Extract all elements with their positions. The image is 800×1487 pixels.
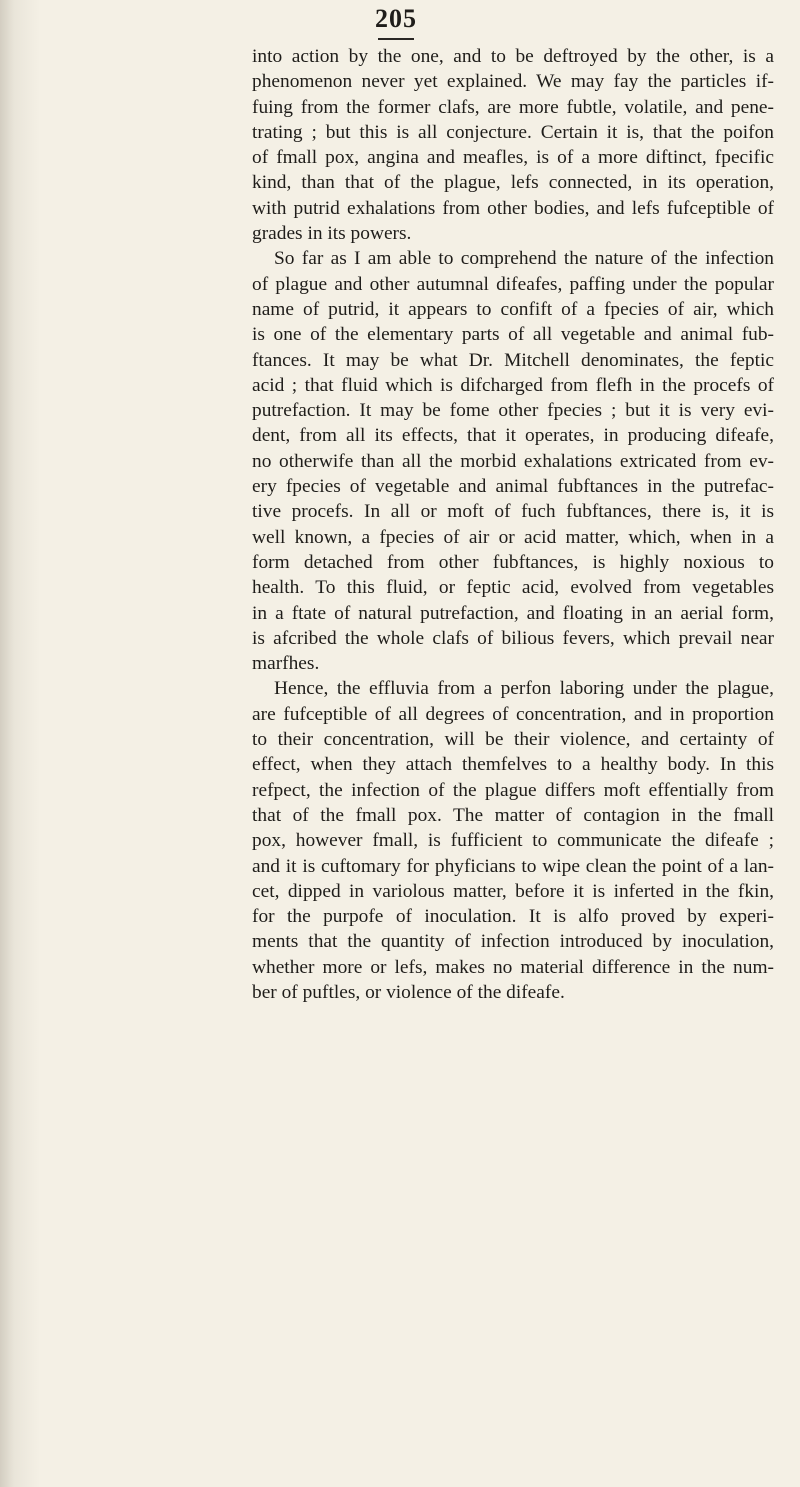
page-number-rule	[378, 38, 414, 40]
text-line: acid ; that fluid which is difcharged from flefh in the procefs of	[252, 374, 774, 396]
text-line: of fmall pox, angina and meafles, is of a more diftinct, fpecific	[252, 147, 774, 169]
text-line: ments that the quantity of infection introduced by inoculation,	[252, 931, 774, 953]
text-line: phenomenon never yet explained. We may fay the particles if-	[252, 71, 774, 93]
text-line: are fufceptible of all degrees of concentration, and in proportion	[252, 703, 774, 725]
text-line: fuing from the former clafs, are more fubtle, volatile, and pene-	[252, 96, 774, 118]
text-line: ftances. It may be what Dr. Mitchell denominates, the feptic	[252, 349, 774, 371]
text-line: pox, however fmall, is fufficient to communicate the difeafe ;	[252, 830, 774, 852]
text-line: whether more or lefs, makes no material difference in the num-	[252, 956, 774, 978]
text-line: no otherwife than all the morbid exhalations extricated from ev-	[252, 450, 774, 472]
text-line: health. To this fluid, or feptic acid, evolved from vegetables	[252, 577, 774, 599]
text-line: is one of the elementary parts of all vegetable and animal fub-	[252, 324, 774, 346]
paragraph-1	[252, 44, 774, 246]
text-line: dent, from all its effects, that it operates, in producing difeafe,	[252, 425, 774, 447]
page-number: 205	[375, 4, 417, 33]
text-line: to their concentration, will be their violence, and certainty of	[252, 729, 774, 751]
paragraph-3	[252, 676, 774, 1005]
text-line: that of the fmall pox. The matter of contagion in the fmall	[252, 804, 774, 826]
text-line: and it is cuftomary for phyficians to wipe clean the point of a lan-	[252, 855, 774, 877]
text-line: name of putrid, it appears to confift of a fpecies of air, which	[252, 298, 774, 320]
text-line: form detached from other fubftances, is highly noxious to	[252, 551, 774, 573]
text-line: ber of puftles, or violence of the difeafe.	[252, 981, 565, 1003]
text-line: ery fpecies of vegetable and animal fubftances in the putrefac-	[252, 476, 774, 498]
text-line: marfhes.	[252, 653, 320, 675]
text-line: with putrid exhalations from other bodies, and lefs fufceptible of	[252, 197, 774, 219]
text-line: effect, when they attach themfelves to a healthy body. In this	[252, 754, 774, 776]
text-line: for the purpofe of inoculation. It is alfo proved by experi-	[252, 906, 774, 928]
text-line: Hence, the effluvia from a perfon laboring under the plague,	[274, 678, 774, 700]
text-line: of plague and other autumnal difeafes, paffing under the popular	[252, 273, 774, 295]
body-text	[252, 44, 774, 1005]
text-line: So far as I am able to comprehend the nature of the infection	[274, 248, 774, 270]
paragraph-2	[252, 246, 774, 676]
text-line: well known, a fpecies of air or acid matter, which, when in a	[252, 526, 774, 548]
text-line: into action by the one, and to be deftroyed by the other, is a	[252, 46, 774, 67]
text-line: trating ; but this is all conjecture. Certain it is, that the poifon	[252, 121, 774, 143]
text-line: refpect, the infection of the plague differs moft effentially from	[252, 779, 774, 801]
text-line: putrefaction. It may be fome other fpecies ; but it is very evi-	[252, 400, 774, 422]
text-line: cet, dipped in variolous matter, before it is inferted in the fkin,	[252, 880, 774, 902]
text-line: in a ftate of natural putrefaction, and floating in an aerial form,	[252, 602, 774, 624]
text-line: kind, than that of the plague, lefs connected, in its operation,	[252, 172, 774, 194]
text-line: grades in its powers.	[252, 223, 412, 245]
text-line: is afcribed the whole clafs of bilious fevers, which prevail near	[252, 627, 774, 649]
text-line: tive procefs. In all or moft of fuch fubftances, there is, it is	[252, 501, 774, 523]
